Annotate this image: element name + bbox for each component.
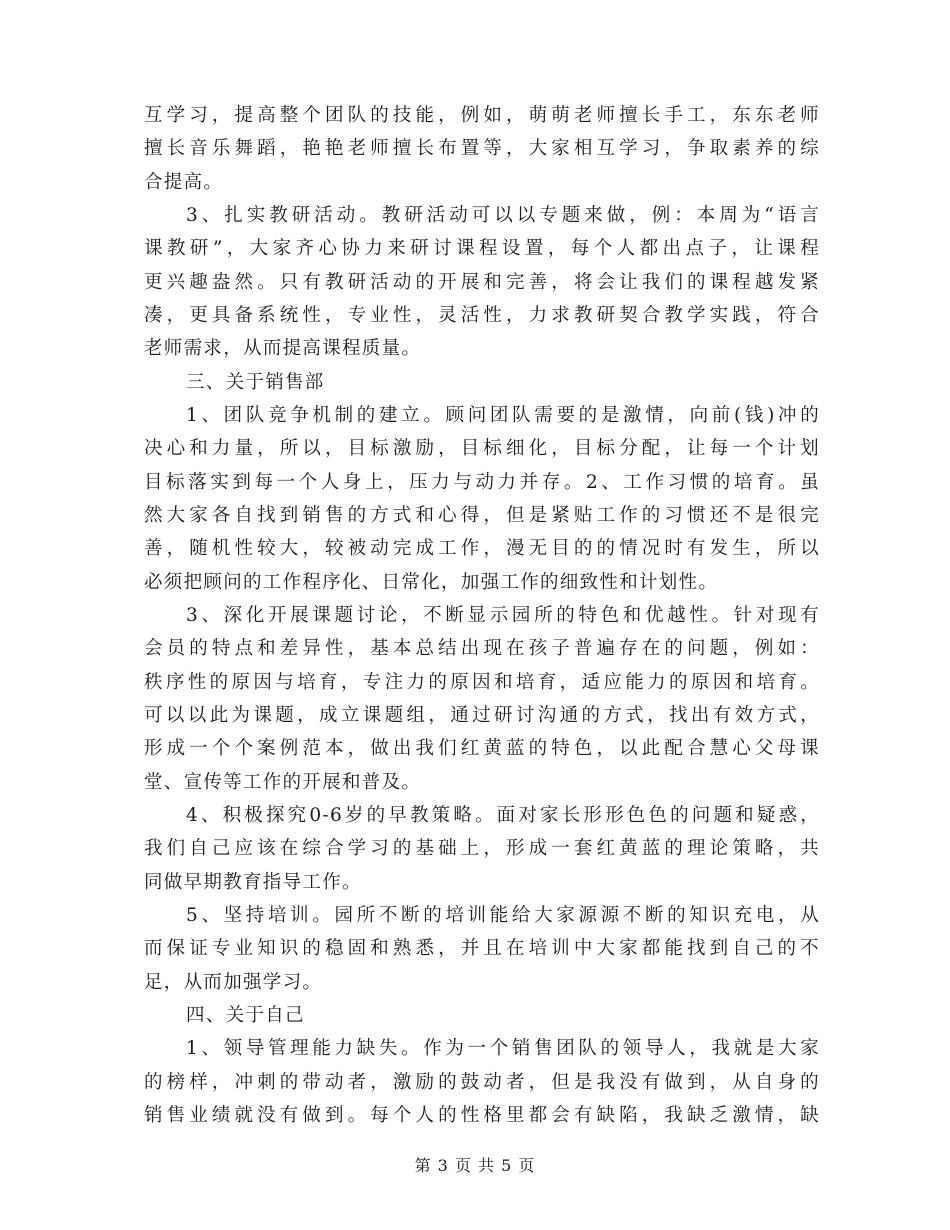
section-heading: 四、关于自己 (186, 1005, 305, 1026)
text-line: 而保证专业知识的稳固和熟悉，并且在培训中大家都能找到自己的不 (144, 938, 820, 959)
text-line: 然大家各自找到销售的方式和心得，但是紧贴工作的习惯还不是很完 (144, 505, 820, 526)
text-line: 足，从而加强学习。 (144, 972, 323, 993)
text-line: 擅长音乐舞蹈，艳艳老师擅长布置等，大家相互学习，争取素养的综 (144, 138, 820, 159)
text-line: 秩序性的原因与培育，专注力的原因和培育，适应能力的原因和培育。 (144, 672, 820, 693)
page-number: 第 3 页 共 5 页 (414, 1156, 536, 1175)
text-line: 老师需求，从而提高课程质量。 (144, 338, 422, 359)
text-line: 课教研”，大家齐心协力来研讨课程设置，每个人都出点子，让课程 (144, 238, 820, 259)
text-line: 目标落实到每一个人身上，压力与动力并存。2、工作习惯的培育。虽 (144, 472, 820, 493)
text-line: 会员的特点和差异性，基本总结出现在孩子普遍存在的问题，例如： (144, 638, 820, 659)
text-line: 决心和力量，所以，目标激励，目标细化，目标分配，让每一个计划 (144, 438, 820, 459)
text-line: 销售业绩就没有做到。每个人的性格里都会有缺陷，我缺乏激情，缺 (144, 1105, 820, 1126)
text-line: 形成一个个案例范本，做出我们红黄蓝的特色，以此配合慧心父母课 (144, 738, 820, 759)
text-line: 必须把顾问的工作程序化、日常化，加强工作的细致性和计划性。 (144, 572, 719, 593)
text-line: 同做早期教育指导工作。 (144, 872, 362, 893)
text-line: 合提高。 (144, 172, 224, 193)
page-footer (0, 1154, 950, 1178)
text-line: 可以以此为课题，成立课题组，通过研讨沟通的方式，找出有效方式， (144, 705, 820, 726)
text-line: 1、领导管理能力缺失。作为一个销售团队的领导人，我就是大家 (186, 1038, 820, 1059)
text-line: 5、坚持培训。园所不断的培训能给大家源源不断的知识充电，从 (186, 905, 820, 926)
text-line: 4、积极探究0-6岁的早教策略。面对家长形形色色的问题和疑惑， (186, 805, 820, 826)
text-line: 堂、宣传等工作的开展和普及。 (144, 772, 422, 793)
text-line: 我们自己应该在综合学习的基础上，形成一套红黄蓝的理论策略，共 (144, 838, 820, 859)
section-heading: 三、关于销售部 (186, 372, 325, 393)
text-line: 更兴趣盎然。只有教研活动的开展和完善，将会让我们的课程越发紧 (144, 272, 820, 293)
text-line: 互学习，提高整个团队的技能，例如，萌萌老师擅长手工，东东老师 (144, 105, 820, 126)
text-line: 3、扎实教研活动。教研活动可以以专题来做，例：本周为“语言 (186, 205, 820, 226)
text-line: 1、团队竞争机制的建立。顾问团队需要的是激情，向前(钱)冲的 (186, 405, 820, 426)
text-line: 3、深化开展课题讨论，不断显示园所的特色和优越性。针对现有 (186, 605, 820, 626)
text-line: 的榜样，冲刺的带动者，激励的鼓动者，但是我没有做到，从自身的 (144, 1072, 820, 1093)
text-line: 善，随机性较大，较被动完成工作，漫无目的的情况时有发生，所以 (144, 538, 820, 559)
text-line: 凑，更具备系统性，专业性，灵活性，力求教研契合教学实践，符合 (144, 305, 820, 326)
